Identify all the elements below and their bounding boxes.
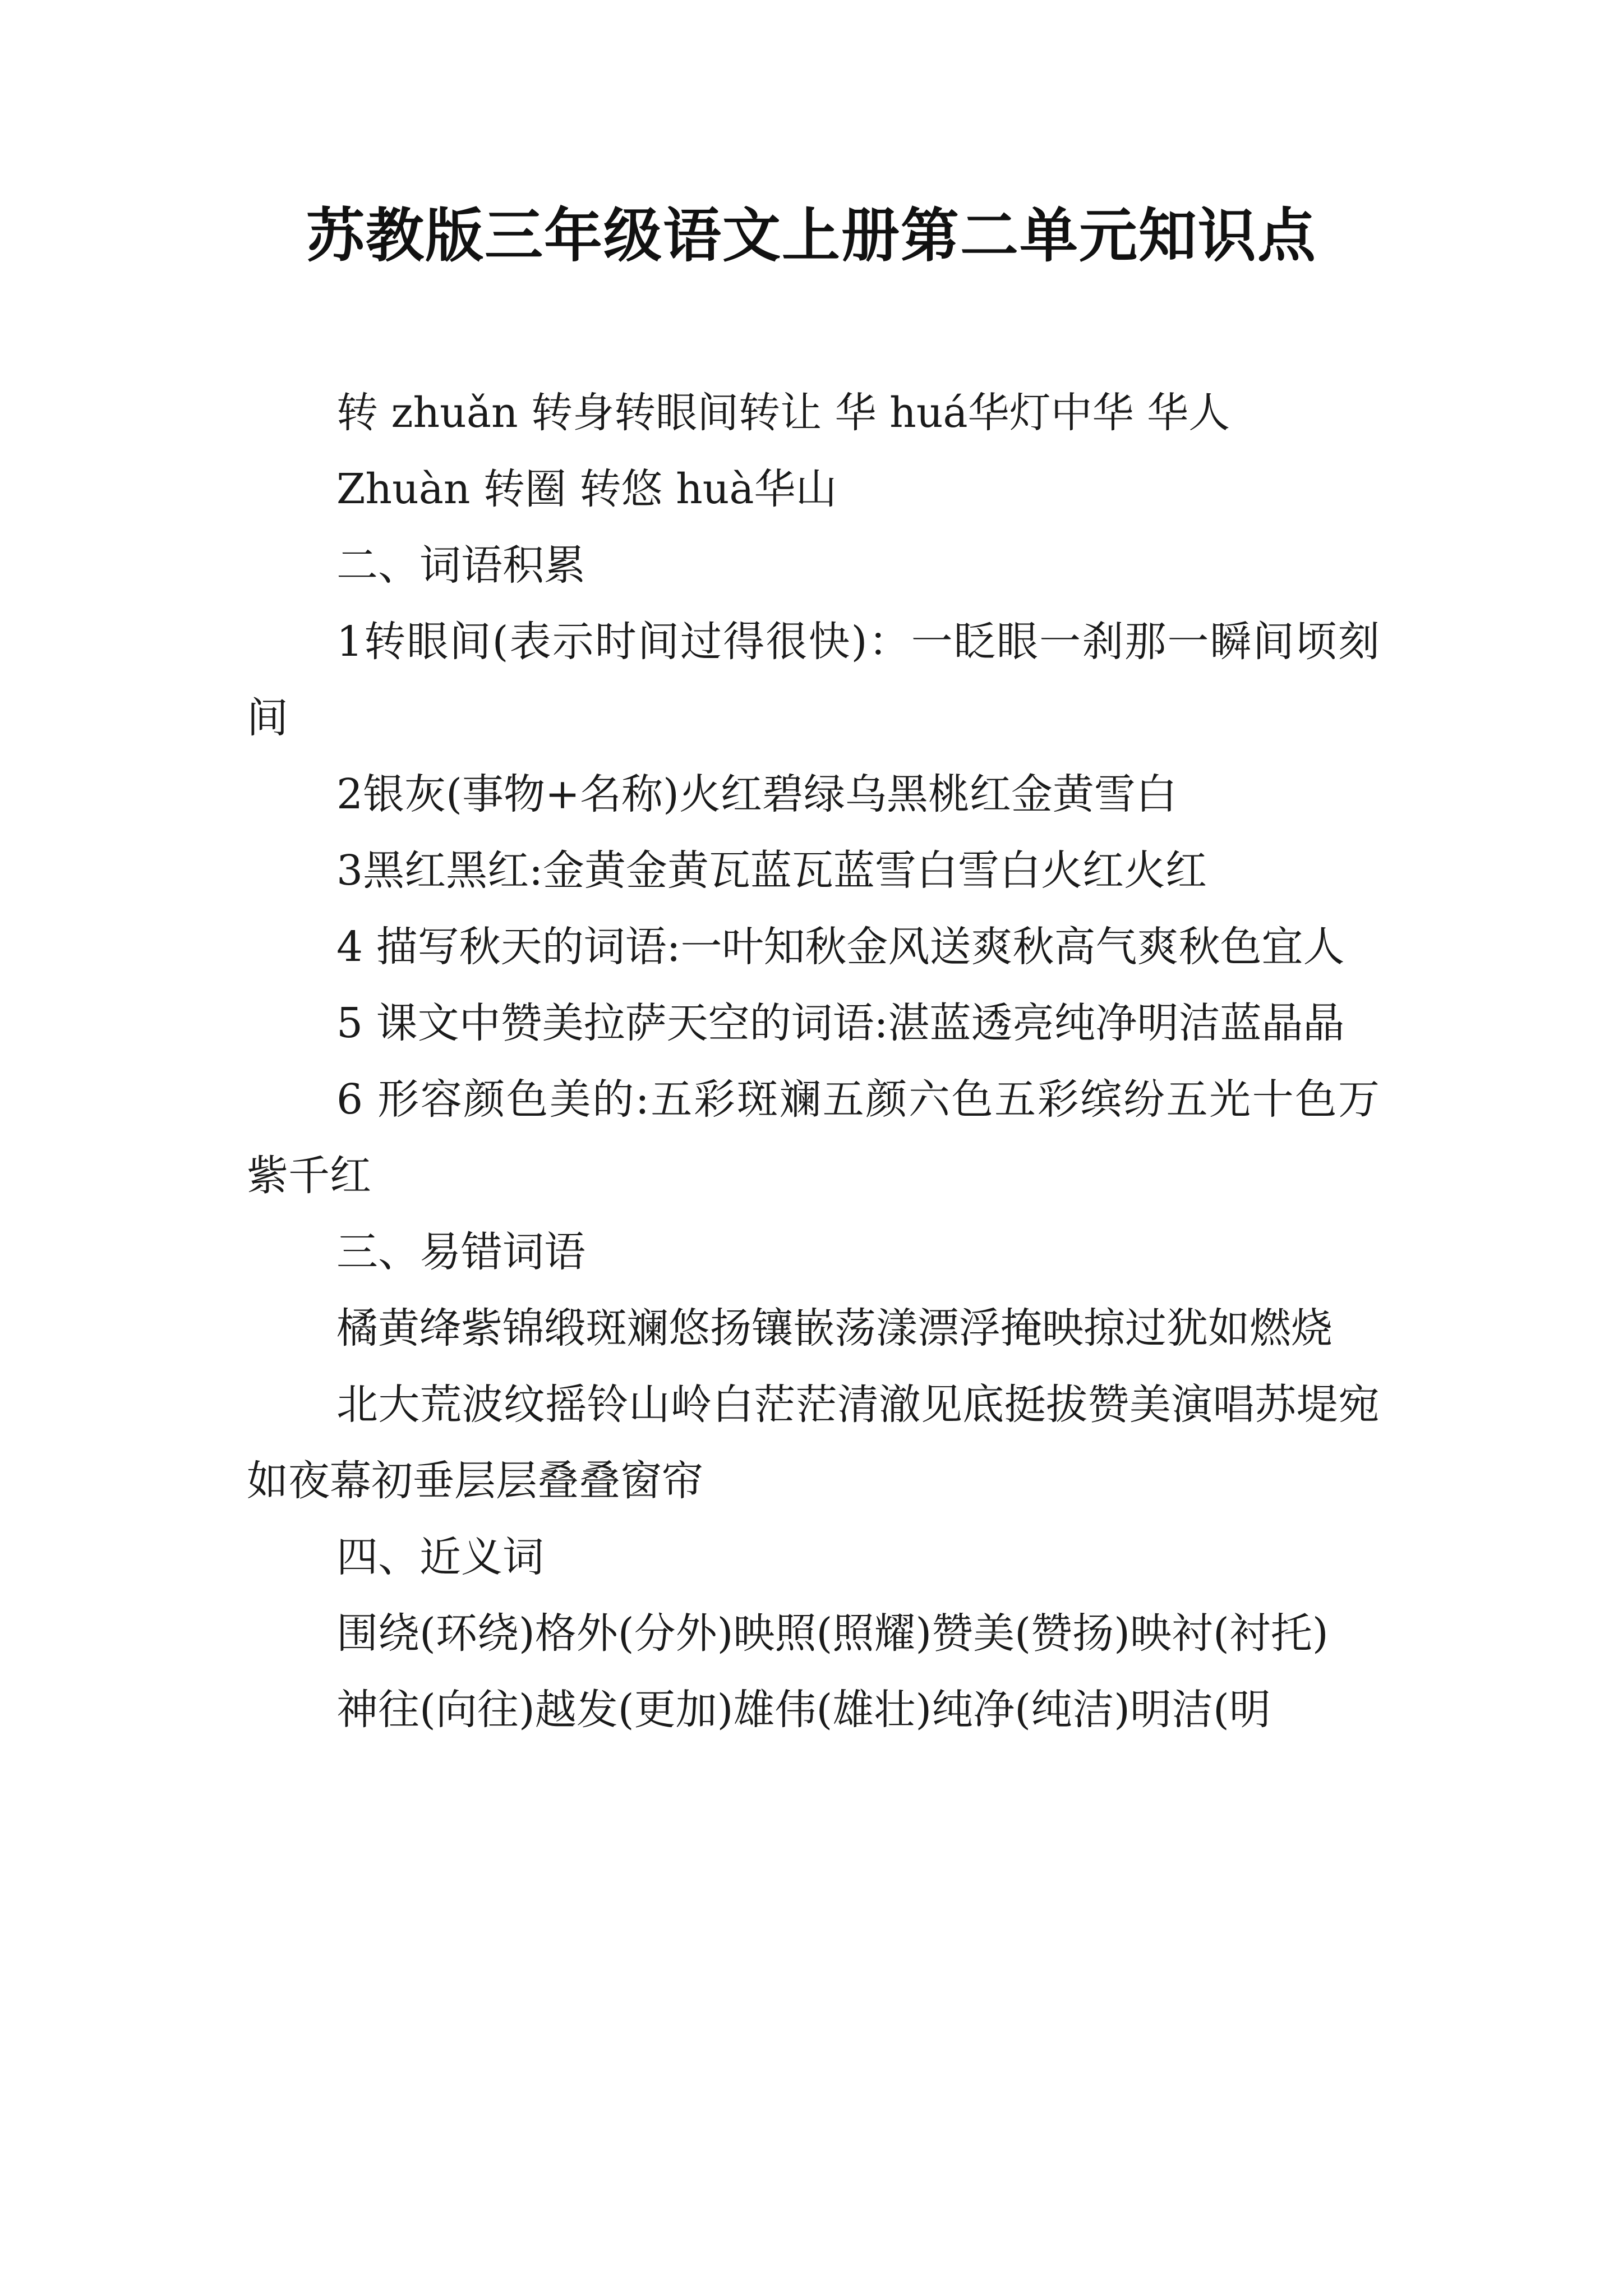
vocab-item-2: 2银灰(事物+名称)火红碧绿乌黑桃红金黄雪白 [336, 770, 1177, 818]
vocab-item-3: 3黑红黑红:金黄金黄瓦蓝瓦蓝雪白雪白火红火红 [336, 846, 1207, 895]
section-heading-error-prone: 三、易错词语 [336, 1228, 585, 1276]
vocab-item-5: 5 课文中赞美拉萨天空的词语:湛蓝透亮纯净明洁蓝晶晶 [336, 999, 1345, 1047]
section-heading-vocabulary: 二、词语积累 [336, 541, 585, 590]
pinyin-line-1: 转 zhuǎn 转身转眼间转让 华 huá华灯中华 华人 [336, 389, 1230, 437]
synonyms-line-2: 神往(向往)越发(更加)雄伟(雄壮)纯净(纯洁)明洁(明 [336, 1686, 1271, 1734]
error-prone-words-1: 橘黄绛紫锦缎斑斓悠扬镶嵌荡漾漂浮掩映掠过犹如燃烧 [336, 1304, 1332, 1352]
section-heading-synonyms: 四、近义词 [336, 1533, 544, 1581]
vocab-item-1: 1转眼间(表示时间过得很快)：一眨眼一刹那一瞬间顷刻间 [247, 618, 1380, 742]
document-title: 苏教版三年级语文上册第二单元知识点 [306, 201, 1317, 270]
pinyin-line-2: Zhuàn 转圈 转悠 huà华山 [336, 465, 837, 513]
error-prone-words-2: 北大荒波纹摇铃山岭白茫茫清澈见底挺拔赞美演唱苏堤宛如夜幕初垂层层叠叠窗帘 [247, 1381, 1380, 1505]
vocab-item-6: 6 形容颜色美的:五彩斑斓五颜六色五彩缤纷五光十色万紫千红 [247, 1075, 1380, 1200]
document-body [247, 375, 1380, 1748]
synonyms-line-1: 围绕(环绕)格外(分外)映照(照耀)赞美(赞扬)映衬(衬托) [336, 1609, 1329, 1658]
vocab-item-4: 4 描写秋天的词语:一叶知秋金风送爽秋高气爽秋色宜人 [336, 923, 1345, 971]
